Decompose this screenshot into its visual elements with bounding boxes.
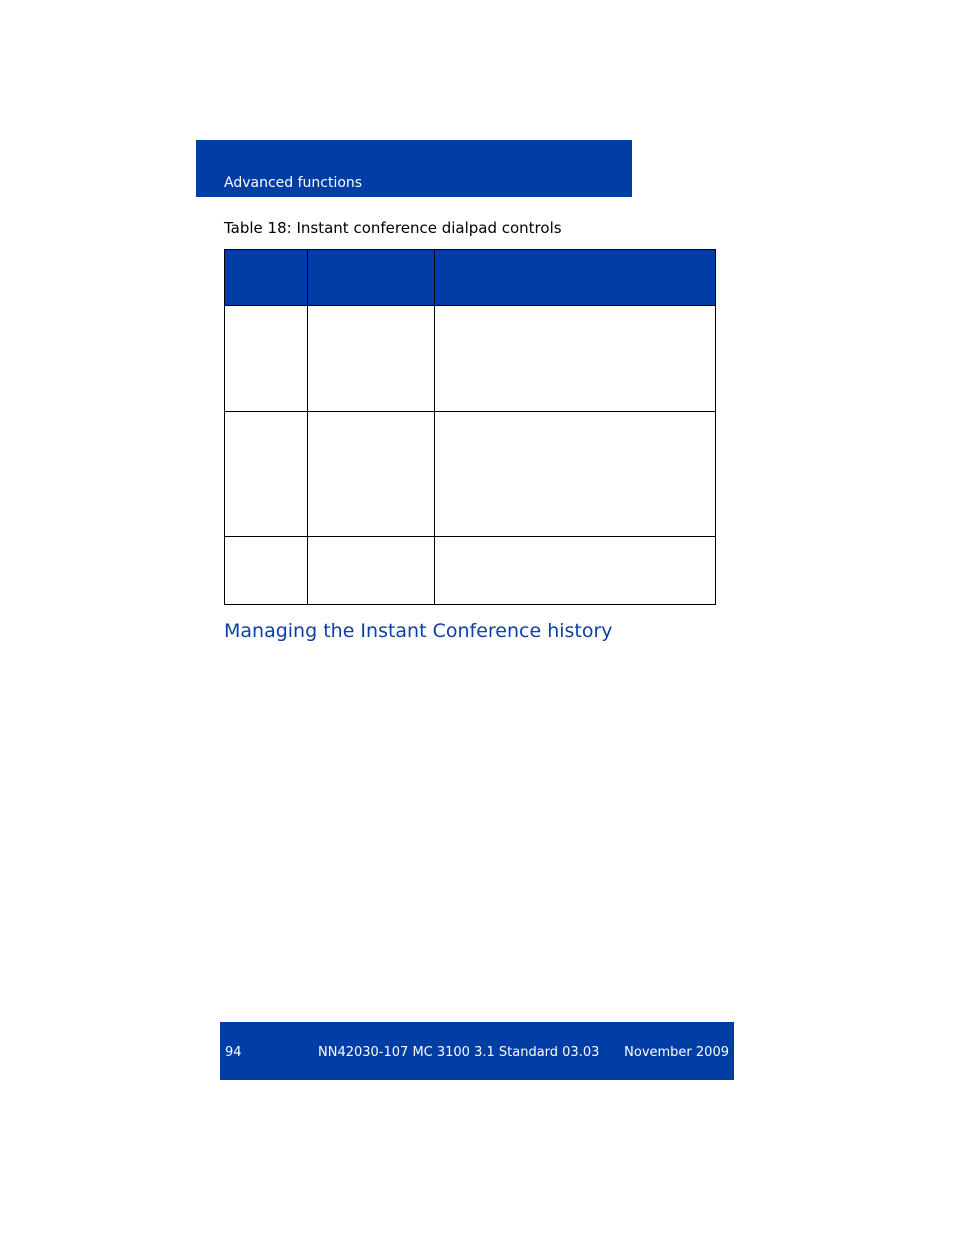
table-header-row <box>225 250 716 306</box>
table-cell <box>308 306 435 412</box>
section-heading: Managing the Instant Conference history <box>224 620 613 642</box>
table-caption: Table 18: Instant conference dialpad controls <box>224 219 562 237</box>
table-row <box>225 306 716 412</box>
table-cell <box>225 412 308 537</box>
table-cell <box>225 306 308 412</box>
table-header-cell <box>435 250 716 306</box>
table-row <box>225 537 716 605</box>
table-header-cell <box>308 250 435 306</box>
section-title: Advanced functions <box>224 175 363 191</box>
table-cell <box>308 412 435 537</box>
table-cell <box>435 306 716 412</box>
footer-band <box>220 1022 734 1080</box>
document-id: NN42030-107 MC 3100 3.1 Standard 03.03 <box>318 1045 600 1060</box>
dialpad-controls-table <box>224 249 716 605</box>
publication-date: November 2009 <box>624 1045 729 1060</box>
page-number: 94 <box>225 1045 242 1060</box>
table-cell <box>225 537 308 605</box>
table-cell <box>435 537 716 605</box>
table-cell <box>308 537 435 605</box>
table-header-cell <box>225 250 308 306</box>
table-cell <box>435 412 716 537</box>
header-band <box>196 140 632 197</box>
table-row <box>225 412 716 537</box>
